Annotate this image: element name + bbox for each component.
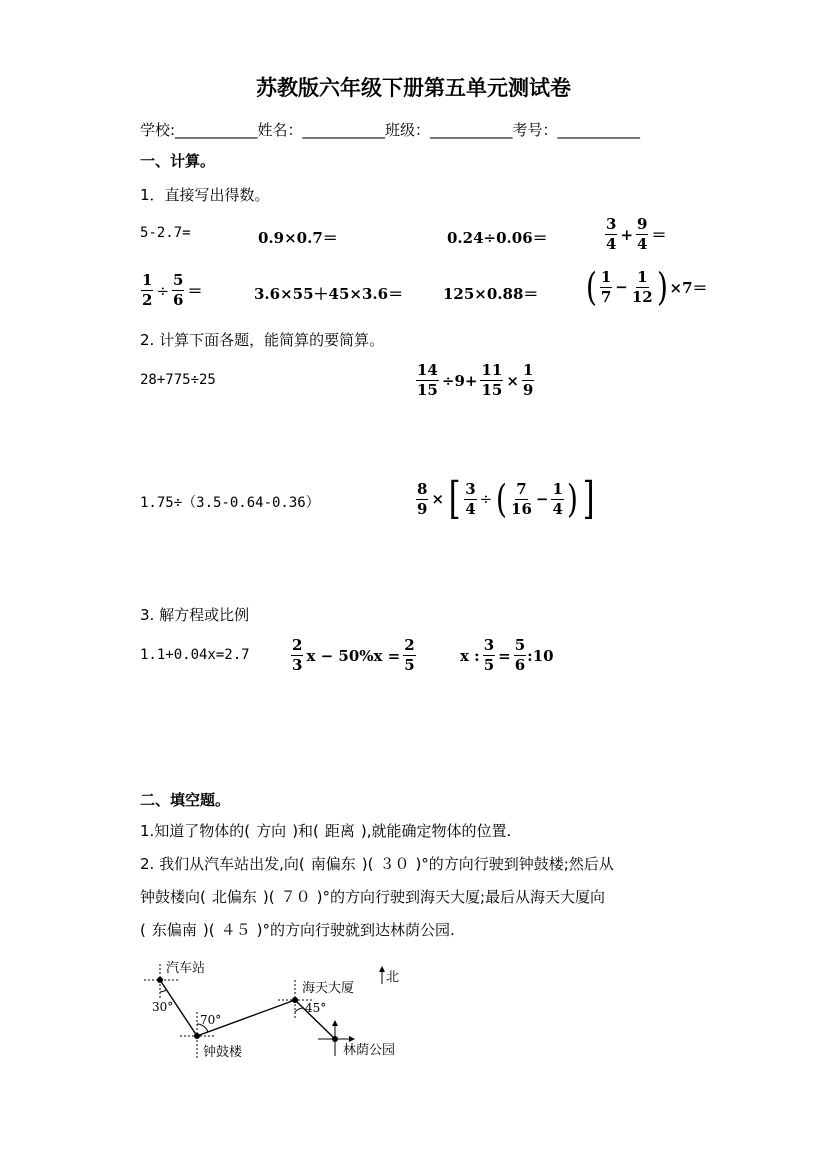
q2-expr-1: 28+775÷25	[140, 372, 216, 388]
angle-arc-45	[295, 1008, 303, 1012]
q2-expr-3: 1.75÷（3.5-0.64-0.36）	[140, 495, 320, 511]
bell-tower-point	[194, 1033, 200, 1039]
bus-station-label: 汽车站	[166, 961, 206, 976]
q3-expr-3: x : $\frac{3}{5}$ = $\frac{5}{6}$ :10	[460, 636, 554, 674]
route-map	[140, 950, 430, 1070]
answer-distance: 距离	[324, 822, 355, 840]
q3-expr-1: 1.1+0.04x=2.7	[140, 647, 250, 663]
park-point	[332, 1036, 338, 1042]
page-title: 苏教版六年级下册第五单元测试卷	[256, 76, 571, 100]
park-arrow-right-icon	[349, 1036, 355, 1042]
fill-q1: 1.知道了物体的( 方向 )和( 距离 ),就能确定物体的位置.	[140, 822, 512, 840]
q1-expr-4: $\frac{3}{4}$ + $\frac{9}{4}$ ＝	[606, 215, 667, 253]
q2-expr-4: $\frac{8}{9}$ × [ $\frac{3}{4}$ ÷ ( $\frac{7}{16}$ − $\frac{1}{4}$ ) ]	[417, 473, 595, 524]
angle-arc-30	[160, 990, 166, 992]
q1-expr-2: 0.9×0.7＝	[258, 229, 338, 247]
q3-label: 3. 解方程或比例	[140, 606, 250, 624]
q2-label: 2. 计算下面各题，能简算的要简算。	[140, 331, 385, 349]
q1-label: 1．直接写出得数。	[140, 186, 270, 204]
angle-label-45: 45°	[305, 1001, 327, 1015]
angle-label-70: 70°	[200, 1013, 222, 1027]
q2-expr-2: $\frac{14}{15}$ ÷9+ $\frac{11}{15}$ × $\frac{1}{9}$	[417, 361, 534, 399]
north-label: 北	[386, 970, 400, 985]
section2-heading: 二、填空题。	[140, 791, 231, 809]
q1-expr-1: 5-2.7=	[140, 225, 191, 241]
q3-expr-2: $\frac{2}{3}$ x − 50%x = $\frac{2}{5}$	[292, 636, 415, 674]
north-arrow-icon	[379, 966, 385, 972]
q1-expr-6: 3.6×55＋45×3.6＝	[254, 285, 404, 303]
haitian-point	[292, 997, 298, 1003]
fill-q2-line2: 钟鼓楼向( 北偏东 )( ７０ )°的方向行驶到海天大厦;最后从海天大厦向	[140, 888, 606, 906]
bell-tower-label: 钟鼓楼	[203, 1045, 243, 1060]
q1-expr-5: $\frac{1}{2}$ ÷ $\frac{5}{6}$ ＝	[142, 271, 203, 309]
fill-q2-line1: 2. 我们从汽车站出发,向( 南偏东 )( ３０ )°的方向行驶到钟鼓楼;然后从	[140, 855, 614, 873]
q1-expr-8: ( $\frac{1}{7}$ − $\frac{1}{12}$ ) ×7＝	[585, 265, 708, 309]
park-label: 林荫公园	[343, 1043, 396, 1058]
q1-expr-3: 0.24÷0.06＝	[447, 229, 548, 247]
q1-expr-7: 125×0.88＝	[443, 285, 539, 303]
answer-direction: 方向	[256, 822, 287, 840]
angle-label-30: 30°	[152, 1000, 174, 1014]
section1-heading: 一、计算。	[140, 152, 216, 170]
haitian-label: 海天大厦	[302, 981, 355, 996]
student-info-line: 学校:___________姓名：___________班级：___________考号：___________	[140, 121, 641, 139]
park-arrow-up-icon	[332, 1020, 338, 1026]
fill-q2-line3: ( 东偏南 )( ４５ )°的方向行驶就到达林荫公园.	[140, 921, 455, 939]
bus-station-point	[157, 977, 163, 983]
